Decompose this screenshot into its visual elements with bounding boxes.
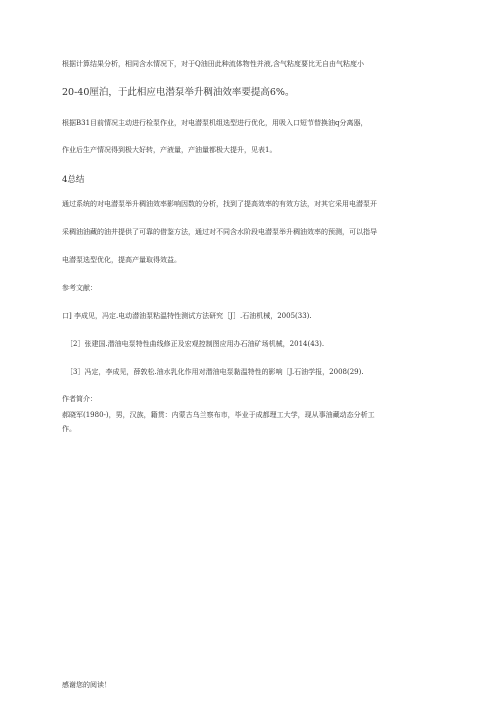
closing-text: 感谢您的阅读！: [62, 681, 111, 689]
author-title: 作者简介：: [62, 395, 97, 403]
reference-item-3: ［3］冯定，李成见，薛敦松.油水乳化作用对潜油电泵黏温特性的影响［J.石油学报，2008(29).: [66, 368, 364, 376]
reference-item-2: ［2］张建国.潜油电泵特性曲线修正及宏观控制图应用办石油矿场机械，2014(43).: [66, 340, 325, 348]
author-line2: 作。: [62, 425, 76, 433]
paragraph2-line2: 采稠油油藏的油井提供了可靠的借鉴方法，通过对不同含水阶段电潜泵举升稠油效率的预测，可以指导: [62, 228, 377, 236]
section-heading: 4总结: [62, 175, 85, 185]
paragraph1-line3: 根据B31目前情况主动进行检泵作业，对电潜泵机组选型进行优化，用吸入口短节替换油q分离器，: [62, 119, 368, 127]
paragraph2-line3: 电潜泵选型优化，提高产量取得效益。: [62, 256, 181, 264]
author-line1: 郝晓军(1980-)，男，汉族，籍贯：内蒙古乌兰察布市，毕业于成都理工大学，现从事油藏动态分析工: [62, 411, 375, 419]
reference-item-1: 口] 李成见，冯定.电动潜油泵粘温特性测试方法研究［J］.石油机械，2005(33).: [62, 312, 312, 320]
paragraph1-line4: 作业后生产情况得到极大好转，产液量，产油量都极大提升，见表1。: [62, 146, 277, 154]
paragraph1-line2: 20-40厘泊，于此相应电潜泵举升稠油效率要提高6%。: [62, 87, 295, 98]
references-title: 参考文献：: [62, 284, 97, 292]
paragraph1-line1: 根据计算结果分析，相同含水情况下，对于Q油田此种流体物性并液,含气粘度要比无自由气粘度小: [62, 60, 364, 68]
paragraph2-line1: 通过系统的对电潜泵举升稠油效率影响因数的分析，找到了提高效率的有效方法，对其它采用电潜泵开: [62, 200, 377, 208]
